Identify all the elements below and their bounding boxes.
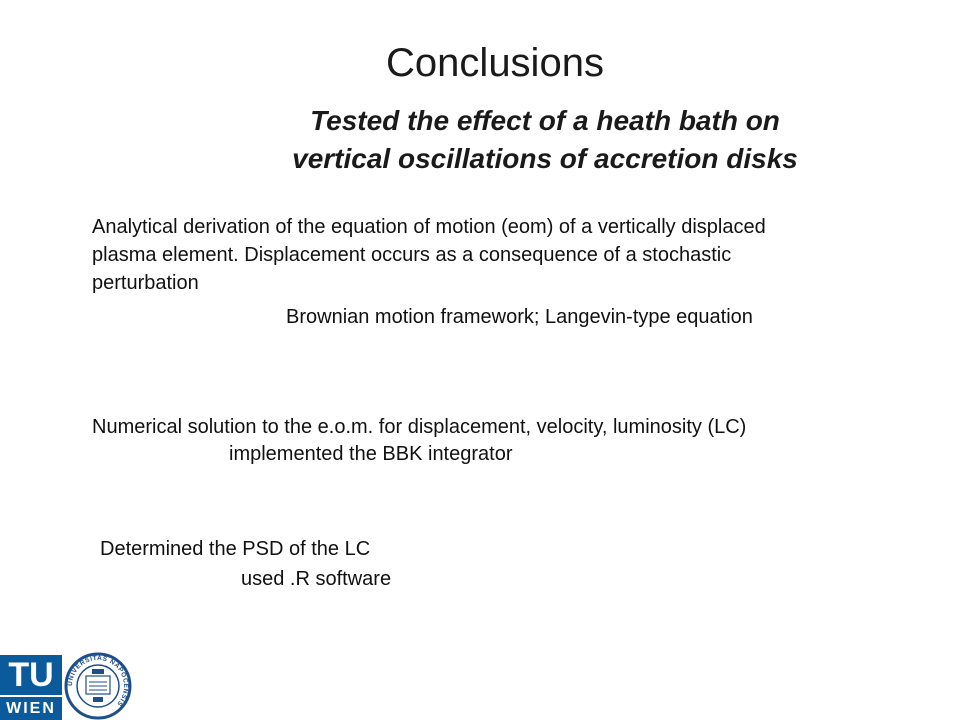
university-seal-logo [64,652,132,720]
subtitle-line-1: Tested the effect of a heath bath on [310,105,780,136]
slide-subtitle [200,102,890,178]
item-3: Determined the PSD of the LC [100,538,371,560]
item-1-line-3: perturbation [92,272,199,294]
item-2: Numerical solution to the e.o.m. for displacement, velocity, luminosity (LC) [92,416,747,438]
item-1 [92,213,912,297]
tu-wien-logo [0,655,62,720]
slide-title: Conclusions [386,41,604,85]
svg-text:UNIVERSITAS NAPOCENSIS: UNIVERSITAS NAPOCENSIS [66,654,130,708]
item-1-line-1: Analytical derivation of the equation of motion (eom) of a vertically displaced [92,216,766,238]
item-3-sub: used .R software [241,568,392,590]
item-1-sub: Brownian motion framework; Langevin-type equation [286,306,753,328]
subtitle-line-2: vertical oscillations of accretion disks [292,143,798,174]
tu-logo-bottom: WIEN [0,697,62,720]
item-1-line-2: plasma element. Displacement occurs as a consequence of a stochastic [92,244,732,266]
tu-logo-top: TU [0,655,62,695]
item-2-sub: implemented the BBK integrator [229,443,513,465]
